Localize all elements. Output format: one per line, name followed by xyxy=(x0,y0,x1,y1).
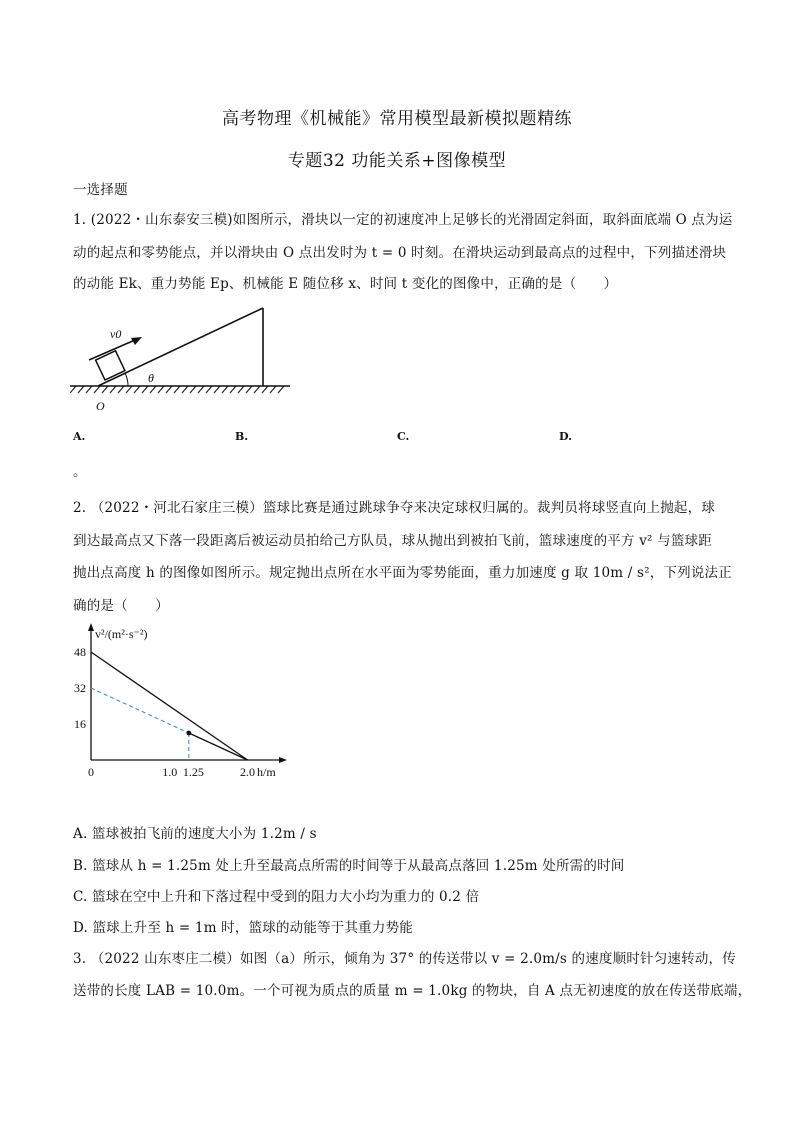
document-subtitle: 专题32 功能关系+图像模型 xyxy=(287,151,507,171)
incline-surface xyxy=(98,308,263,386)
y-tick-label: 32 xyxy=(74,681,86,695)
ground-hatch xyxy=(70,386,284,393)
y-tick-label: 16 xyxy=(74,717,86,731)
q1-text-line: 动的起点和零势能点，并以滑块由 O 点出发时为 t = 0 时刻。在滑块运动到最高点的过程中，下列描述滑块 xyxy=(73,245,727,261)
x-tick-label: 2.0 xyxy=(240,765,256,779)
q1-option-b: B. xyxy=(235,430,249,443)
v2-h-chart xyxy=(60,622,300,787)
x-axis-label: h/m xyxy=(257,765,276,779)
series-line-down xyxy=(91,688,189,733)
q1-end-mark: 。 xyxy=(73,464,87,480)
q1-text-line: 的动能 Ek、重力势能 Ep、机械能 E 随位移 x、时间 t 变化的图像中，正确的是（ ） xyxy=(73,276,618,292)
q1-option-a: A. xyxy=(73,430,86,443)
q2-text-line: 确的是（ ） xyxy=(73,598,169,614)
q3-text-line: 送带的长度 LAB = 10.0m。一个可视为质点的质量 m = 1.0kg 的物块，自 A 点无初速度的放在传送带底端， xyxy=(73,983,752,999)
q2-option-b: B. 篮球从 h = 1.25m 处上升至最高点所需的时间等于从最高点落回 1.25m 处所需的时间 xyxy=(73,858,625,874)
series-line-up xyxy=(91,652,248,760)
y-tick-label: 48 xyxy=(74,645,86,659)
q3-text-line: 3. （2022 山东枣庄二模）如图（a）所示，倾角为 37° 的传送带以 v = 2.0m/s 的速度顺时针匀速转动，传 xyxy=(73,951,736,967)
document-title: 高考物理《机械能》常用模型最新模拟题精练 xyxy=(222,109,572,129)
x-axis-arrow xyxy=(279,757,287,763)
q2-text-line: 抛出点高度 h 的图像如图所示。规定抛出点所在水平面为零势能面，重力加速度 g 取 10m / s²，下列说法正 xyxy=(73,565,732,581)
q2-option-a: A. 篮球被拍飞前的速度大小为 1.2m / s xyxy=(73,826,317,842)
x-tick-label: 1.0 xyxy=(162,765,178,779)
v0-label: v0 xyxy=(110,327,122,341)
x-tick-label: 0 xyxy=(88,765,94,779)
section-heading: 一选择题 xyxy=(73,182,128,198)
q1-text-line: 1. (2022・山东泰安三模)如图所示，滑块以一定的初速度冲上足够长的光滑固定斜面，取斜面底端 O 点为运 xyxy=(73,212,733,228)
return-line xyxy=(189,733,248,760)
angle-label: θ xyxy=(148,371,154,385)
y-axis-arrow xyxy=(88,623,94,631)
q2-text-line: 2. （2022・河北石家庄三模）篮球比赛是通过跳球争夺来决定球权归属的。裁判员将球竖直向上抛起，球 xyxy=(73,500,716,516)
q1-option-c: C. xyxy=(397,430,410,443)
q2-option-c: C. 篮球在空中上升和下落过程中受到的阻力大小均为重力的 0.2 倍 xyxy=(73,889,480,905)
angle-arc xyxy=(125,373,128,386)
q2-text-line: 到达最高点又下落一段距离后被运动员拍给己方队员，球从抛出到被拍飞前，篮球速度的平方 v² 与篮球距 xyxy=(73,533,712,549)
incline-figure xyxy=(70,300,300,420)
x-tick-label: 1.25 xyxy=(182,765,204,779)
y-axis-label: v²/(m²·s⁻²) xyxy=(95,627,148,641)
data-point xyxy=(186,731,191,736)
origin-label: O xyxy=(96,399,105,413)
q2-option-d: D. 篮球上升至 h = 1m 时，篮球的动能等于其重力势能 xyxy=(73,920,413,936)
q1-option-d: D. xyxy=(559,430,572,443)
